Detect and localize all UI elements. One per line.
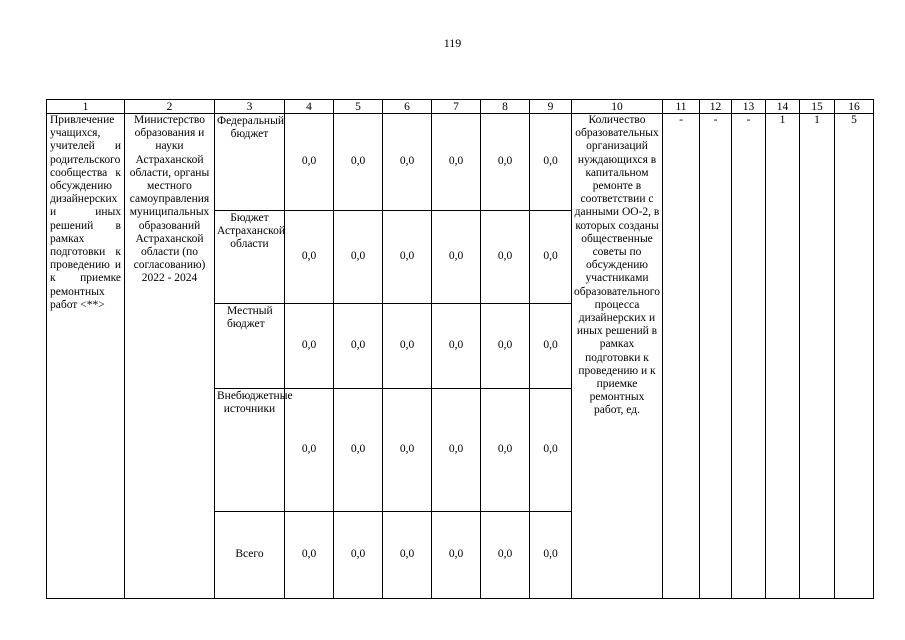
target-value-cell: 5 (835, 114, 874, 599)
funding-source-cell (215, 512, 285, 599)
header-cell: 15 (800, 100, 835, 114)
value-cell: 0,0 (285, 211, 334, 304)
total-label: Всего (235, 548, 264, 561)
value-cell: 0,0 (432, 211, 481, 304)
value-cell: 0,0 (530, 114, 572, 211)
value-cell: 0,0 (285, 389, 334, 512)
target-value-cell: 1 (766, 114, 800, 599)
header-cell: 5 (334, 100, 383, 114)
table-row (47, 114, 874, 211)
header-cell: 3 (215, 100, 285, 114)
value-cell: 0,0 (481, 389, 530, 512)
header-cell: 9 (530, 100, 572, 114)
value-cell: 0,0 (530, 211, 572, 304)
value-cell: 0,0 (334, 211, 383, 304)
value-cell: 0,0 (481, 211, 530, 304)
value-cell: 0,0 (432, 389, 481, 512)
funding-source-cell (215, 389, 293, 512)
funding-source-cell (215, 211, 285, 304)
page-number: 119 (443, 36, 462, 50)
header-cell: 8 (481, 100, 530, 114)
header-cell: 6 (383, 100, 432, 114)
value-cell: 0,0 (383, 389, 432, 512)
funding-source-cell (215, 114, 285, 211)
value-cell: 0,0 (334, 304, 383, 389)
header-cell: 14 (766, 100, 800, 114)
funding-source-cell (215, 304, 285, 389)
header-row (47, 100, 874, 114)
value-cell: 0,0 (285, 114, 334, 211)
value-cell: 0,0 (383, 304, 432, 389)
value-cell: 0,0 (432, 304, 481, 389)
value-cell: 0,0 (530, 512, 572, 599)
value-cell: 0,0 (530, 389, 572, 512)
value-cell: 0,0 (383, 512, 432, 599)
header-cell: 16 (835, 100, 874, 114)
target-value-cell: - (700, 114, 732, 599)
value-cell: 0,0 (285, 304, 334, 389)
value-cell: 0,0 (432, 512, 481, 599)
executor-cell: Министерство образования и науки Астраханской области, органы местного самоуправления муниципальных образований Астраханской области (по согласованию) 2022 - 2024 (125, 114, 215, 599)
header-cell: 2 (125, 100, 215, 114)
header-cell: 10 (572, 100, 663, 114)
funding-source-label: Федеральный бюджет (217, 115, 284, 141)
funding-source-label: Бюджет Астраханской области (217, 212, 286, 251)
value-cell: 0,0 (334, 512, 383, 599)
funding-source-label: Местный бюджет (227, 305, 273, 331)
header-cell: 12 (700, 100, 732, 114)
value-cell: 0,0 (481, 512, 530, 599)
program-table (46, 99, 874, 599)
target-value-cell: 1 (800, 114, 835, 599)
value-cell: 0,0 (530, 304, 572, 389)
funding-source-label: Внебюджетные источники (217, 390, 293, 416)
header-cell: 7 (432, 100, 481, 114)
header-cell: 11 (663, 100, 700, 114)
value-cell: 0,0 (432, 114, 481, 211)
header-cell: 1 (47, 100, 125, 114)
indicator-cell: Количество образовательных организаций нуждающихся в капитальном ремонте в соответствии с данными ОО-2, в которых созданы общественные советы по обсуждению участниками образовательного процесса дизайнерских и иных решений в рамках подготовки к проведению и к приемке ремонтных работ, ед. (572, 114, 663, 599)
activity-name-cell: Привлечение учащихся, учителей и родительского сообщества к обсуждению дизайнерских и иных решений в рамках подготовки к проведению и к приемке ремонтных работ <**> (47, 114, 125, 599)
header-cell: 13 (732, 100, 766, 114)
target-value-cell: - (732, 114, 766, 599)
target-value-cell: - (663, 114, 700, 599)
value-cell: 0,0 (481, 304, 530, 389)
value-cell: 0,0 (481, 114, 530, 211)
value-cell: 0,0 (383, 211, 432, 304)
header-cell: 4 (285, 100, 334, 114)
value-cell: 0,0 (285, 512, 334, 599)
value-cell: 0,0 (383, 114, 432, 211)
value-cell: 0,0 (334, 389, 383, 512)
value-cell: 0,0 (334, 114, 383, 211)
